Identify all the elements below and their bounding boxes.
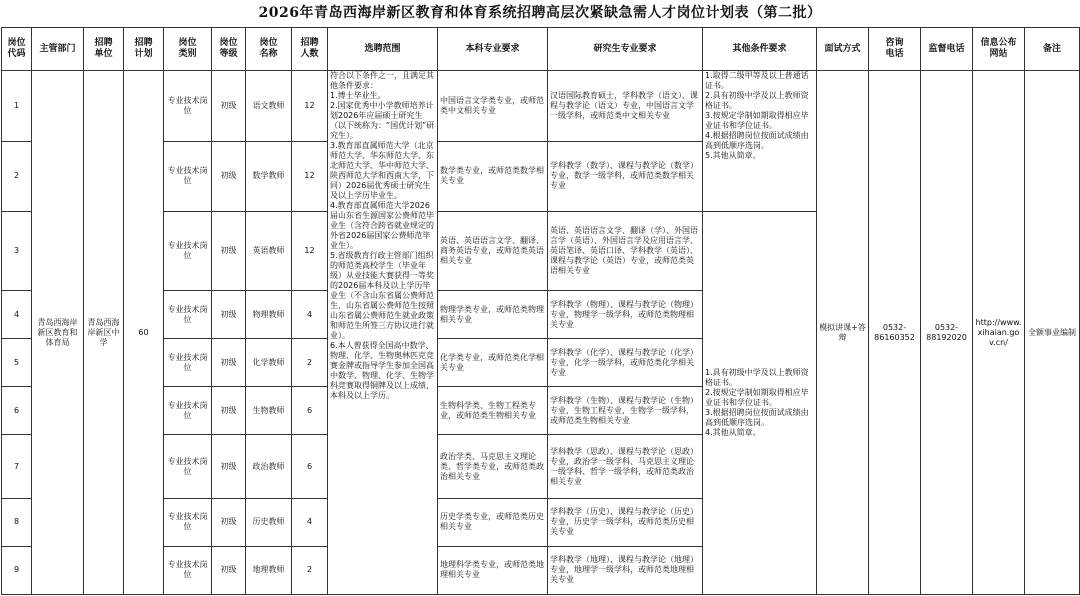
cell-category: 专业技术岗位	[164, 71, 212, 142]
cell-code: 8	[2, 498, 32, 546]
cell-count: 12	[292, 141, 328, 212]
cell-level: 初级	[212, 339, 246, 387]
cell-scope: 符合以下条件之一，且满足其他条件要求： 1.博士毕业生。 2.国家优秀中小学教师培养计划2026年应届硕士研究生（以下统称为：“国优计划”研究生）。 3.教育部直属师范大学（北京师范大学、华东师范大学、东北师范大学、华中师范大学、陕西师范大学和西南大学，下同）2026届优秀硕士研究生及以上学历毕业生。 4.教育部直属师范大学2026届山东省生源国家公费师范毕业生（含符合跨省就业规定的外省2026届国家公费师范毕业生）。 5.省级教育行政主管部门组织的师范类高校学生（毕业年级）从业技能大赛获得一等奖的2026届本科及以上学历毕业生（不含山东省属公费师范生，山东省属公费师范生按照山东省属公费师范生就业政策和师范生所签三方协议进行就业）。 6.本人曾获得全国高中数学、物理、化学、生物奥林匹克竞赛金牌或指导学生参加全国高中数学、物理、化学、生物学科竞赛取得铜牌及以上成绩，本科及以上学历。	[328, 71, 438, 595]
cell-name: 语文教师	[246, 71, 292, 142]
cell-unit: 青岛西海岸新区中学	[84, 71, 124, 595]
cell-level: 初级	[212, 212, 246, 291]
cell-category: 专业技术岗位	[164, 435, 212, 499]
cell-supervise: 0532-88192020	[921, 71, 973, 595]
cell-grad: 学科教学（历史）、课程与教学论（历史）专业，历史学一级学科，或师范类历史相关专业	[548, 498, 703, 546]
cell-plan: 60	[124, 71, 164, 595]
cell-interview: 模拟讲课+答辩	[817, 71, 869, 595]
cell-grad: 汉语国际教育硕士，学科教学（语文）、课程与教学论（语文）专业，中国语言文学一级学科，或师范类中文相关专业	[548, 71, 703, 142]
cell-count: 12	[292, 212, 328, 291]
cell-name: 生物教师	[246, 387, 292, 435]
col-header-name: 岗位 名称	[246, 28, 292, 71]
cell-remark: 全额事业编制	[1025, 71, 1080, 595]
cell-name: 化学教师	[246, 339, 292, 387]
cell-name: 地理教师	[246, 546, 292, 594]
col-header-category: 岗位 类别	[164, 28, 212, 71]
cell-code: 6	[2, 387, 32, 435]
col-header-undergrad: 本科专业要求	[438, 28, 548, 71]
cell-grad: 学科教学（生物）、课程与教学论（生物）专业，生物工程专业，生物学一级学科，或师范类生物相关专业	[548, 387, 703, 435]
cell-count: 12	[292, 71, 328, 142]
cell-level: 初级	[212, 546, 246, 594]
cell-name: 物理教师	[246, 291, 292, 339]
col-header-interview: 面试方式	[817, 28, 869, 71]
col-header-grad: 研究生专业要求	[548, 28, 703, 71]
col-header-dept: 主管部门	[32, 28, 84, 71]
cell-code: 9	[2, 546, 32, 594]
col-header-remark: 备注	[1025, 28, 1080, 71]
col-header-level: 岗位 等级	[212, 28, 246, 71]
cell-other-b: 1.具有初级中学及以上教师资格证书。 2.按规定学制如期取得相应毕业证书和学位证书。 3.根据招聘岗位按面试成绩由高到低顺序选岗。 4.其他从简章。	[703, 212, 817, 595]
cell-undergrad: 政治学类、马克思主义理论类、哲学类专业，或师范类政治相关专业	[438, 435, 548, 499]
table-row	[2, 71, 1080, 142]
cell-undergrad: 数学类专业，或师范类数学相关专业	[438, 141, 548, 212]
col-header-website: 信息公布 网站	[973, 28, 1025, 71]
cell-name: 历史教师	[246, 498, 292, 546]
cell-code: 2	[2, 141, 32, 212]
cell-category: 专业技术岗位	[164, 387, 212, 435]
cell-count: 2	[292, 339, 328, 387]
job-plan-table	[1, 27, 1080, 595]
header-row	[2, 28, 1080, 71]
cell-undergrad: 化学类专业，或师范类化学相关专业	[438, 339, 548, 387]
cell-category: 专业技术岗位	[164, 498, 212, 546]
cell-grad: 学科教学（化学）、课程与教学论（化学）专业，化学一级学科，或师范类化学相关专业	[548, 339, 703, 387]
col-header-supervise: 监督电话	[921, 28, 973, 71]
cell-name: 政治教师	[246, 435, 292, 499]
cell-level: 初级	[212, 291, 246, 339]
cell-undergrad: 地理科学类专业，或师范类地理相关专业	[438, 546, 548, 594]
cell-grad: 学科教学（数学）、课程与教学论（数学）专业，数学一级学科，或师范类数学相关专业	[548, 141, 703, 212]
cell-grad: 学科教学（地理）、课程与教学论（地理）专业，地理学一级学科，或师范类地理相关专业	[548, 546, 703, 594]
cell-code: 7	[2, 435, 32, 499]
cell-grad: 学科教学（思政）、课程与教学论（思政）专业，政治学一级学科、马克思主义理论一级学科、哲学一级学科，或师范类政治相关专业	[548, 435, 703, 499]
cell-code: 5	[2, 339, 32, 387]
cell-code: 4	[2, 291, 32, 339]
cell-count: 6	[292, 387, 328, 435]
cell-grad: 学科教学（物理）、课程与教学论（物理）专业，物理学一级学科，或师范类物理相关专业	[548, 291, 703, 339]
cell-name: 数学教师	[246, 141, 292, 212]
cell-undergrad: 英语、英语语言文学、翻译、商务英语专业，或师范类英语相关专业	[438, 212, 548, 291]
cell-consult: 0532-86160352	[869, 71, 921, 595]
cell-dept: 青岛西海岸新区教育和体育局	[32, 71, 84, 595]
cell-code: 3	[2, 212, 32, 291]
cell-category: 专业技术岗位	[164, 291, 212, 339]
cell-count: 2	[292, 546, 328, 594]
cell-category: 专业技术岗位	[164, 339, 212, 387]
document-title: 2026年青岛西海岸新区教育和体育系统招聘高层次紧缺急需人才岗位计划表（第二批）	[258, 5, 822, 21]
col-header-consult: 咨询 电话	[869, 28, 921, 71]
cell-level: 初级	[212, 498, 246, 546]
col-header-scope: 选聘范围	[328, 28, 438, 71]
col-header-plan: 招聘 计划	[124, 28, 164, 71]
cell-category: 专业技术岗位	[164, 141, 212, 212]
cell-undergrad: 中国语言文学类专业，或师范类中文相关专业	[438, 71, 548, 142]
cell-category: 专业技术岗位	[164, 546, 212, 594]
cell-other-a: 1.取得二级甲等及以上普通话证书。 2.具有初级中学及以上教师资格证书。 3.按规定学制如期取得相应毕业证书和学位证书。 4.根据招聘岗位按面试成绩由高到低顺序选岗。 5.其他从简章。	[703, 71, 817, 212]
cell-code: 1	[2, 71, 32, 142]
cell-level: 初级	[212, 387, 246, 435]
col-header-unit: 招聘 单位	[84, 28, 124, 71]
cell-level: 初级	[212, 141, 246, 212]
cell-grad: 英语、英语语言文学、翻译（学）、外国语言学（英语）、外国语言学及应用语言学、英语笔译、英语口译、学科教学（英语）、课程与教学论（英语）专业，或师范类英语相关专业	[548, 212, 703, 291]
cell-undergrad: 物理学类专业，或师范类物理相关专业	[438, 291, 548, 339]
cell-category: 专业技术岗位	[164, 212, 212, 291]
cell-undergrad: 生物科学类、生物工程类专业，或师范类生物相关专业	[438, 387, 548, 435]
cell-count: 6	[292, 435, 328, 499]
cell-name: 英语教师	[246, 212, 292, 291]
col-header-count: 招聘 人数	[292, 28, 328, 71]
cell-count: 4	[292, 498, 328, 546]
cell-count: 4	[292, 291, 328, 339]
cell-website: http://www.xihaian.gov.cn/	[973, 71, 1025, 595]
col-header-other: 其他条件要求	[703, 28, 817, 71]
cell-level: 初级	[212, 435, 246, 499]
cell-undergrad: 历史学类专业，或师范类历史相关专业	[438, 498, 548, 546]
cell-level: 初级	[212, 71, 246, 142]
col-header-code: 岗位 代码	[2, 28, 32, 71]
